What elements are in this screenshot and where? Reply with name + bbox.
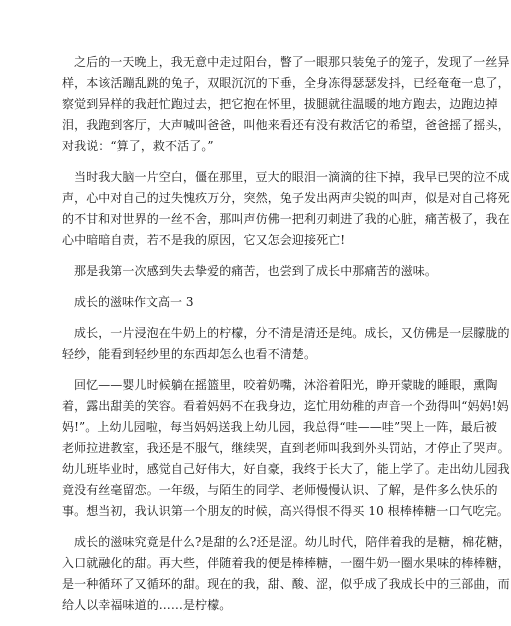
text-line: 察觉到异样的我赶忙跑过去，把它抱在怀里，拔腿就往温暖的地方跑去，边跑边掉: [62, 97, 498, 111]
text-line: 回忆——婴儿时候躺在摇篮里，咬着奶嘴，沐浴着阳光，睁开蒙眬的睡眼，熏陶: [74, 378, 498, 392]
text-line: 事。想当初，我认识第一个朋友的时候，高兴得恨不得买 10 根棒棒糖一口气吃完。: [62, 504, 509, 518]
text-line: 竟没有丝毫留恋。一年级，与陌生的同学、老师慢慢认识、了解，是件多么快乐的: [62, 483, 498, 497]
paragraph-taste-of-growth: [62, 532, 511, 616]
paragraph-lemon: [62, 323, 510, 365]
text-line: 轻纱，能看到轻纱里的东西却怎么也看不清楚。: [62, 347, 317, 361]
paragraph-first-loss: [62, 261, 442, 282]
document-page: [62, 52, 511, 626]
paragraph-rabbit-dying: [62, 52, 510, 157]
text-line: 之后的一天晚上，我无意中走过阳台，瞥了一眼那只装兔子的笼子，发现了一丝异: [74, 55, 510, 69]
text-line: 当时我大脑一片空白，僵在那里，豆大的眼泪一滴滴的往下掉，我早已哭的泣不成: [74, 170, 510, 184]
text-line: 心中暗暗自责，若不是我的原因，它又怎会迎接死亡!: [62, 233, 346, 247]
text-line: 入口就融化的甜。再大些，伴随着我的便是棒棒糖，一圈牛奶一圈水果味的棒棒糖，: [62, 556, 510, 570]
text-line: 泪，我跑到客厅，大声喊叫爸爸，叫他来看还有没有救活它的希望，爸爸摇了摇头，: [62, 118, 510, 132]
text-line: 是一种循环了又循环的甜。现在的我，甜、酸、涩，似乎成了我成长中的三部曲，而: [62, 577, 510, 591]
text-line: 老师拉进教室，我还是不服气，继续哭，直到老师叫我到外头罚站，才停止了哭声。: [62, 441, 510, 455]
text-line: 对我说：“算了，救不活了。”: [62, 139, 214, 153]
text-line: 样，本该活蹦乱跳的兔子，双眼沉沉的下垂，全身冻得瑟瑟发抖，已经奄奄一息了，: [62, 76, 510, 90]
text-line: 妈!”。上幼儿园啦，每当妈妈送我上幼儿园，我总得“哇——哇”哭上一阵，最后被: [62, 420, 498, 434]
text-line: 成长，一片浸泡在牛奶上的柠檬，分不清是清还是纯。成长，又仿佛是一层朦胧的: [74, 326, 510, 340]
text-line: 成长的滋味作文高一 3: [74, 295, 194, 309]
text-line: 那是我第一次感到失去挚爱的痛苦，也尝到了成长中那痛苦的滋味。: [74, 264, 438, 278]
text-line: 着，露出甜美的笑容。看着妈妈不在我身边，迄忙用幼稚的声音一个劲得叫“妈妈!妈: [62, 399, 509, 413]
text-line: 成长的滋味究竟是什么?是甜的么?还是涩。幼儿时代，陪伴着我的是糖，棉花糖，: [74, 535, 511, 549]
text-line: 幼儿班毕业时，感觉自己好伟大，好自豪，我终于长大了，能上学了。走出幼儿园我: [62, 462, 510, 476]
paragraph-grief: [62, 167, 510, 251]
text-line: 的不甘和对世界的一丝不舍，那叫声仿佛一把利刃刺进了我的心脏，痛苦极了，我在: [62, 212, 510, 226]
text-line: 声，心中对自己的过失愧疚万分，突然，兔子发出两声尖锐的叫声，似是对自己将死: [62, 191, 510, 205]
paragraph-memories: [62, 375, 510, 522]
text-line: 给人以幸福味道的……是柠檬。: [62, 598, 232, 612]
section-heading: [62, 292, 442, 313]
